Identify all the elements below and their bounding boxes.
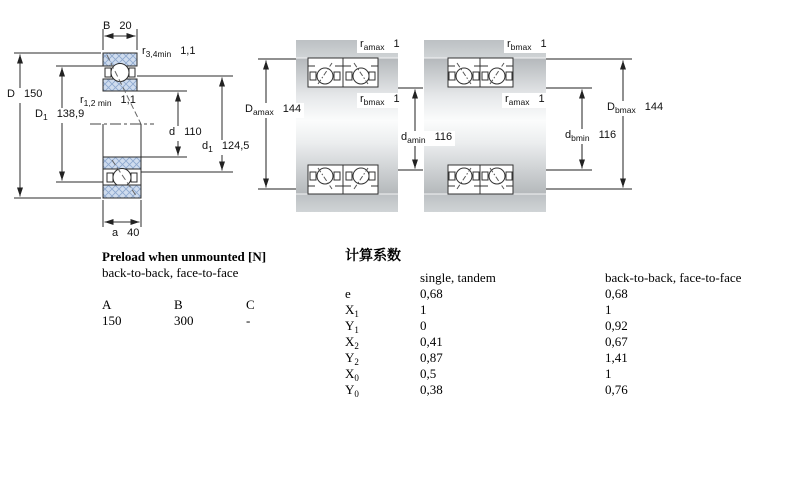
dim-label-d1: $d_1$ 124,5: [199, 140, 252, 155]
factor-value-btb: 1,41: [605, 350, 628, 365]
factor-value-single: 0,38: [420, 382, 443, 397]
dim-label-D1: $D_1$ 138,9: [32, 108, 87, 123]
factor-value-single: 0,87: [420, 350, 443, 365]
factors-col-single: single, tandem: [420, 270, 496, 285]
factor-value-single: 0,5: [420, 366, 437, 381]
dim-label-dbmin: $d_{bmin}$ 116: [562, 129, 619, 144]
dim-label-damin: $d_{amin}$ 116: [398, 131, 455, 146]
dim-label-ramax-a: $r_{amax}$ 1: [357, 38, 403, 53]
factor-value-btb: 0,68: [605, 286, 628, 301]
dim-label-Dbmax: $D_{bmax}$ 144: [604, 101, 666, 116]
factors-row-y1: [345, 318, 741, 334]
factor-label: $Y_0$: [345, 382, 359, 399]
technical-drawing: [0, 0, 800, 245]
factor-value-btb: 0,67: [605, 334, 628, 349]
dim-label-D: D 150: [4, 88, 45, 103]
factors-row-e: [345, 286, 741, 302]
dim-label-rbmax-b: $r_{bmax}$ 1: [504, 38, 550, 53]
factors-row-y0: [345, 382, 741, 398]
mounting-diagram-a: [258, 40, 423, 212]
factor-value-single: 0: [420, 318, 427, 333]
preload-title: Preload when unmounted [N]: [102, 249, 267, 264]
factor-value-btb: 0,92: [605, 318, 628, 333]
mounting-diagram-b: [424, 40, 632, 212]
calculation-factors-table: [345, 249, 741, 398]
preload-value-row: [102, 313, 294, 329]
factor-value-single: 0,68: [420, 286, 443, 301]
factors-row-x0: [345, 366, 741, 382]
factors-row-y2: [345, 350, 741, 366]
factor-value-btb: 1: [605, 302, 612, 317]
factor-label: $X_2$: [345, 334, 359, 351]
factor-label: $X_1$: [345, 302, 359, 319]
factor-value-btb: 0,76: [605, 382, 628, 397]
factor-label: $X_0$: [345, 366, 359, 383]
factors-row-x1: [345, 302, 741, 318]
dim-label-r34: $r_{3,4min}$ 1,1: [142, 45, 196, 59]
preload-value-b: 300: [174, 313, 194, 328]
preload-subtitle: back-to-back, face-to-face: [102, 265, 239, 280]
dim-label-r12: $r_{1,2 min}$ 1,1: [80, 94, 136, 108]
factor-label: $Y_1$: [345, 318, 359, 335]
factor-value-single: 0,41: [420, 334, 443, 349]
factor-value-single: 1: [420, 302, 427, 317]
factors-row-x2: [345, 334, 741, 350]
dim-label-B: B 20: [103, 20, 132, 32]
factors-title: 计算系数: [345, 249, 401, 264]
factor-label: $Y_2$: [345, 350, 359, 367]
preload-header-b: B: [174, 297, 183, 312]
dim-label-rbmax-a: $r_{bmax}$ 1: [357, 93, 403, 108]
factors-header-row: [345, 270, 741, 286]
preload-value-c: -: [246, 313, 251, 328]
dim-label-ramax-b: $r_{amax}$ 1: [502, 93, 548, 108]
preload-value-a: 150: [102, 313, 122, 328]
dim-label-a: a 40: [112, 227, 140, 239]
factor-value-btb: 1: [605, 366, 612, 381]
preload-header-c: C: [246, 297, 255, 312]
factors-col-btb: back-to-back, face-to-face: [605, 270, 742, 285]
dim-label-Damax: $D_{amax}$ 144: [242, 103, 304, 118]
factor-label: e: [345, 286, 351, 301]
preload-header-a: A: [102, 297, 112, 312]
dim-label-d: d 110: [166, 126, 205, 141]
preload-header-row: [102, 297, 294, 313]
preload-table: [102, 249, 294, 329]
